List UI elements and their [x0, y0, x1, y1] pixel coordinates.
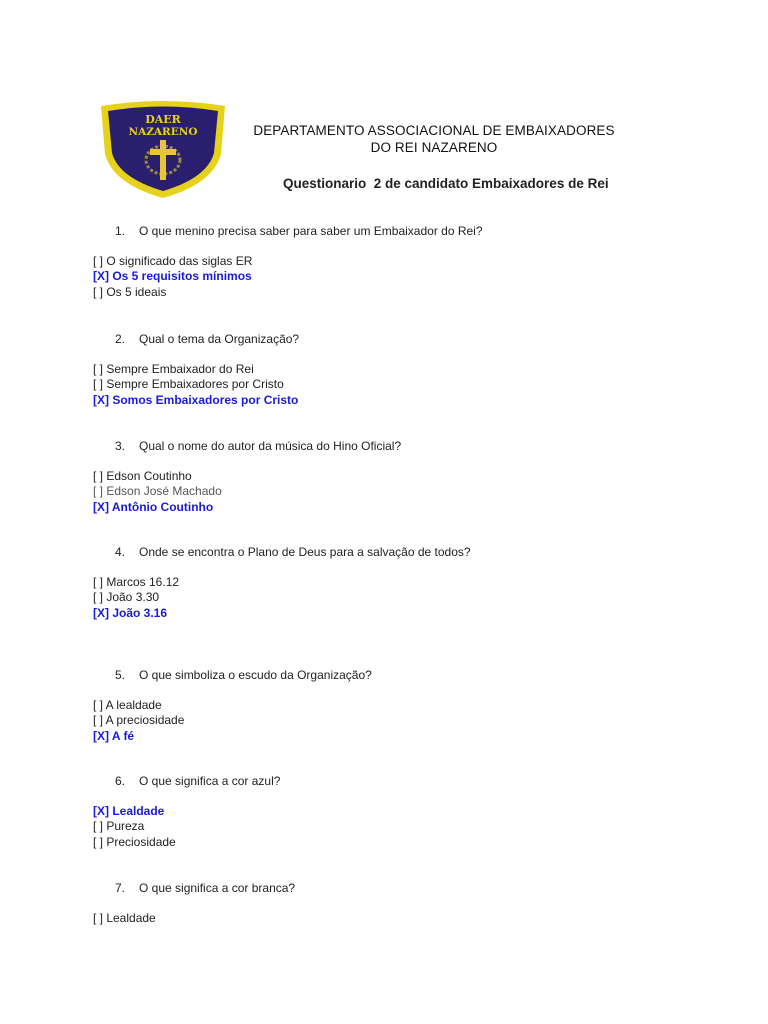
option-item: [ ] Edson José Machado	[93, 484, 222, 499]
question-label: O que simboliza o escudo da Organização?	[139, 668, 372, 682]
question-text	[93, 545, 713, 560]
question-text	[93, 224, 713, 239]
question-text	[93, 668, 713, 683]
option-item: [ ] Sempre Embaixadores por Cristo	[93, 377, 284, 392]
question-label: Qual o nome do autor da música do Hino Oficial?	[139, 439, 402, 453]
options-list	[93, 911, 713, 926]
question-7	[93, 881, 713, 926]
option-item-answer: [X] Os 5 requisitos mínimos	[93, 269, 252, 284]
shield-emblem-icon	[93, 98, 233, 202]
options-list	[93, 254, 713, 300]
question-2	[93, 332, 713, 408]
question-number: 1.	[115, 224, 126, 238]
option-item: [ ] Preciosidade	[93, 834, 176, 849]
option-item: [ ] Edson Coutinho	[93, 469, 192, 483]
question-label: O que menino precisa saber para saber um Embaixador do Rei?	[139, 224, 483, 238]
option-item-answer: [X] João 3.16	[93, 605, 168, 620]
question-text	[93, 774, 713, 789]
option-item: [ ] João 3.30	[93, 590, 160, 605]
question-number: 2.	[115, 332, 126, 346]
header-title-line1: DEPARTAMENTO ASSOCIACIONAL DE EMBAIXADORES	[253, 123, 615, 138]
question-number: 5.	[115, 668, 126, 682]
option-item-answer: [X] Somos Embaixadores por Cristo	[93, 392, 299, 407]
questionnaire-subtitle: Questionario 2 de candidato Embaixadores de Rei	[283, 176, 609, 191]
option-item: [ ] Marcos 16.12	[93, 575, 180, 589]
option-item: [ ] Sempre Embaixador do Rei	[93, 362, 254, 376]
document-header	[234, 122, 634, 156]
question-label: Onde se encontra o Plano de Deus para a salvação de todos?	[139, 545, 471, 559]
question-label: O que significa a cor azul?	[139, 774, 281, 788]
option-item: [ ] O significado das siglas ER	[93, 254, 253, 268]
options-list	[93, 575, 713, 621]
options-list	[93, 362, 713, 408]
options-list	[93, 804, 713, 850]
question-text	[93, 881, 713, 896]
question-6	[93, 774, 713, 850]
question-text	[93, 439, 713, 454]
option-item: [ ] A preciosidade	[93, 713, 185, 728]
question-label: O que significa a cor branca?	[139, 881, 296, 895]
logo-text-line1: DAER	[145, 113, 181, 126]
header-title-line2: DO REI NAZARENO	[370, 140, 498, 155]
question-number: 4.	[115, 545, 126, 559]
question-number: 3.	[115, 439, 126, 453]
options-list	[93, 698, 713, 744]
option-item: [ ] Pureza	[93, 819, 145, 834]
options-list	[93, 469, 713, 515]
question-4	[93, 545, 713, 621]
question-1	[93, 224, 713, 300]
question-number: 6.	[115, 774, 126, 788]
option-item: [ ] Os 5 ideais	[93, 284, 167, 299]
daer-nazareno-logo	[93, 98, 233, 202]
logo-text-line2: NAZARENO	[128, 126, 198, 138]
question-text	[93, 332, 713, 347]
option-item-answer: [X] Antônio Coutinho	[93, 499, 214, 514]
question-label: Qual o tema da Organização?	[139, 332, 300, 346]
question-3	[93, 439, 713, 515]
option-item-answer: [X] A fé	[93, 728, 135, 743]
question-5	[93, 668, 713, 744]
option-item: [ ] Lealdade	[93, 911, 156, 925]
option-item: [ ] A lealdade	[93, 698, 162, 712]
question-number: 7.	[115, 881, 126, 895]
option-item-answer: [X] Lealdade	[93, 804, 165, 818]
